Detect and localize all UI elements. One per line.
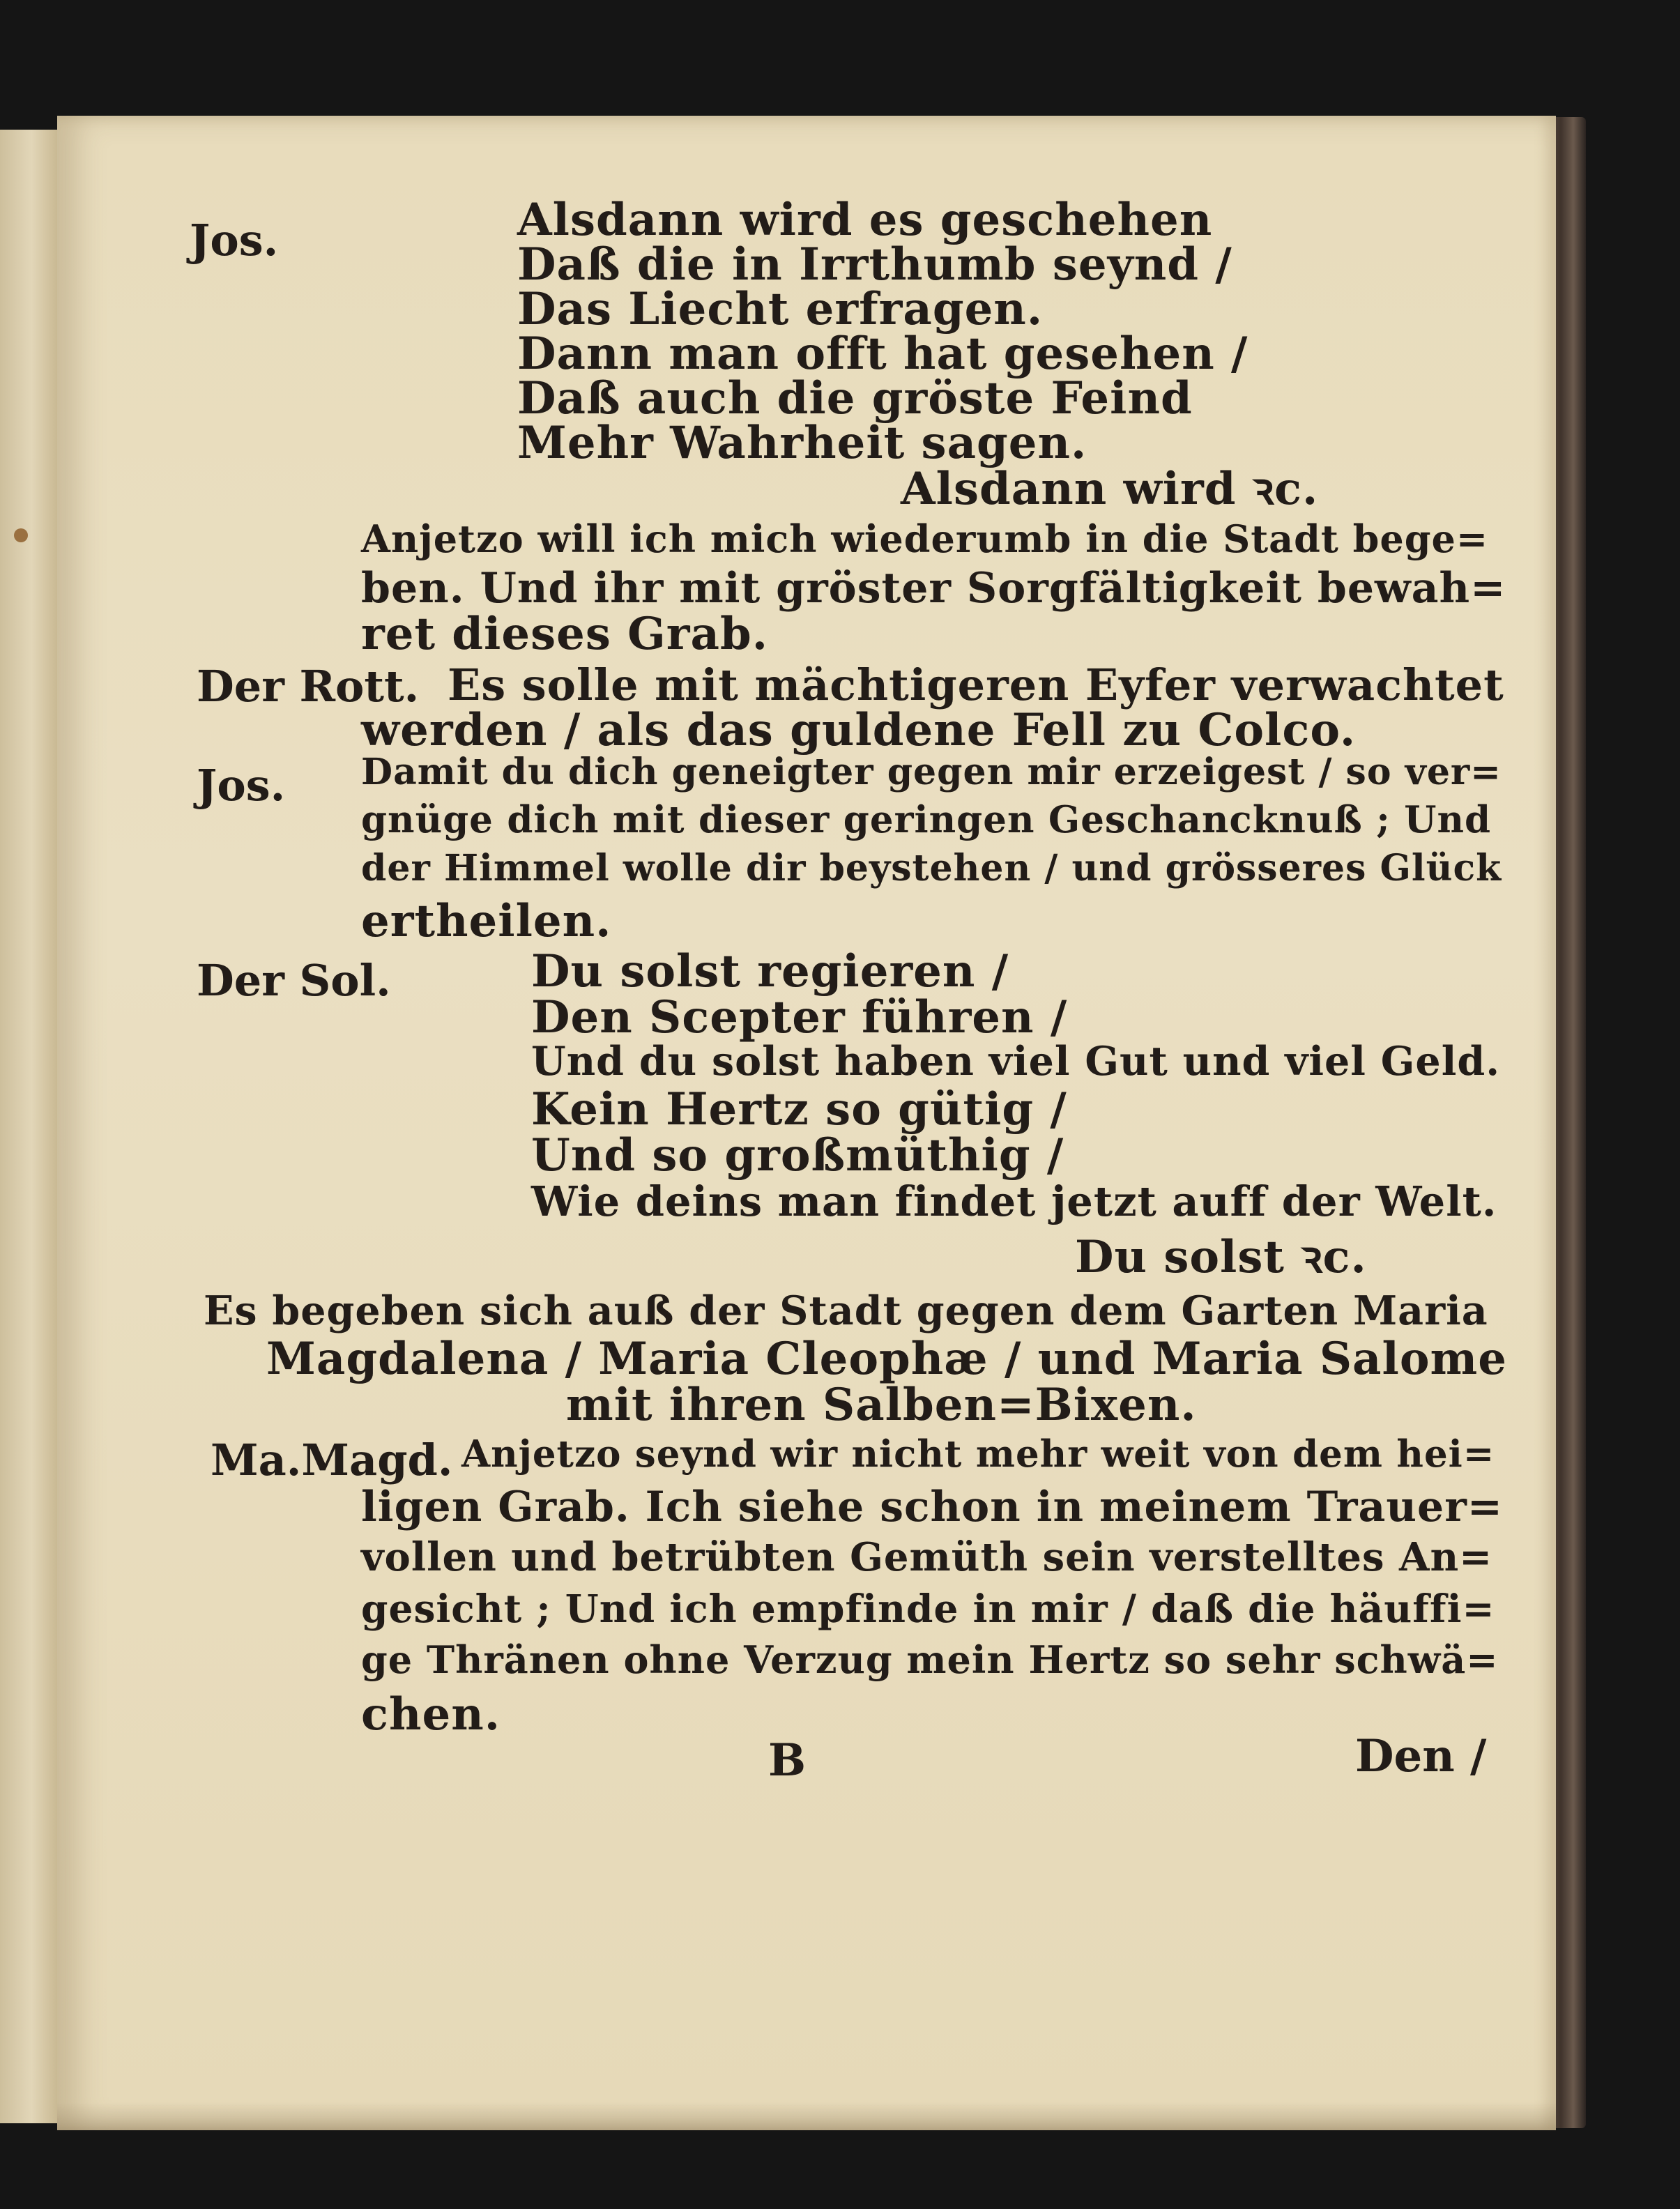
prose-line: ben. Und ihr mit gröster Sorgfältigkeit bewah= <box>361 564 1506 613</box>
speaker-label: Ma.Magd. <box>211 1435 453 1485</box>
speaker-label: Jos. <box>190 215 279 266</box>
prose-line: chen. <box>361 1688 501 1741</box>
verse-line: Daß die in Irrthumb seynd / <box>517 238 1232 291</box>
stage-direction-line: Es begeben sich auß der Stadt gegen dem Garten Maria <box>204 1287 1488 1334</box>
prose-line: gnüge dich mit dieser geringen Geschancknuß ; Und <box>361 798 1492 841</box>
refrain-line: Alsdann wird ꝛc. <box>901 463 1319 515</box>
prose-line: Es solle mit mächtigeren Eyfer verwachtet <box>448 659 1504 710</box>
verse-line: Dann man offt hat gesehen / <box>517 328 1248 380</box>
speaker-label: Der Rott. <box>197 661 420 712</box>
verse-line: Mehr Wahrheit sagen. <box>517 417 1087 469</box>
prose-line: Damit du dich geneigter gegen mir erzeigest / so ver= <box>361 751 1502 793</box>
prose-line: Anjetzo seynd wir nicht mehr weit von dem hei= <box>461 1432 1495 1476</box>
verse-line: Wie deins man findet jetzt auff der Welt. <box>531 1177 1497 1225</box>
book-page <box>57 116 1556 2130</box>
verse-line: Und so großmüthig / <box>531 1129 1064 1182</box>
paper-blemish <box>14 528 28 542</box>
verse-line: Daß auch die gröste Feind <box>517 372 1193 425</box>
prose-line: vollen und betrübten Gemüth sein verstelltes An= <box>361 1534 1493 1580</box>
speaker-label: Der Sol. <box>197 955 391 1006</box>
prose-line: Anjetzo will ich mich wiederumb in die Stadt bege= <box>361 517 1489 561</box>
signature-mark: B <box>768 1734 807 1787</box>
verse-line: Das Liecht erfragen. <box>517 283 1044 335</box>
verse-line: Alsdann wird es geschehen <box>517 194 1213 246</box>
verse-line: Kein Hertz so gütig / <box>531 1083 1067 1136</box>
verse-line: Und du solst haben viel Gut und viel Geld. <box>531 1038 1501 1085</box>
prose-line: ligen Grab. Ich siehe schon in meinem Trauer= <box>361 1483 1504 1531</box>
verse-line: Du solst regieren / <box>531 945 1009 998</box>
catchword: Den / <box>1355 1730 1487 1782</box>
prose-line: ge Thränen ohne Verzug mein Hertz so sehr schwä= <box>361 1637 1499 1682</box>
prose-line: der Himmel wolle dir beystehen / und grösseres Glück <box>361 847 1502 889</box>
prose-line: ertheilen. <box>361 895 612 947</box>
prose-line: gesicht ; Und ich empfinde in mir / daß die häuffi= <box>361 1586 1495 1631</box>
prose-line: werden / als das guldene Fell zu Colco. <box>361 704 1357 756</box>
facing-page-edge <box>0 130 59 2123</box>
speaker-label: Jos. <box>197 760 286 811</box>
stage-direction-line: mit ihren Salben=Bixen. <box>566 1379 1197 1431</box>
refrain-line: Du solst ꝛc. <box>1075 1231 1367 1283</box>
stage-direction-line: Magdalena / Maria Cleophæ / und Maria Salome <box>266 1333 1507 1385</box>
prose-line: ret dieses Grab. <box>361 608 768 660</box>
verse-line: Den Scepter führen / <box>531 991 1068 1044</box>
